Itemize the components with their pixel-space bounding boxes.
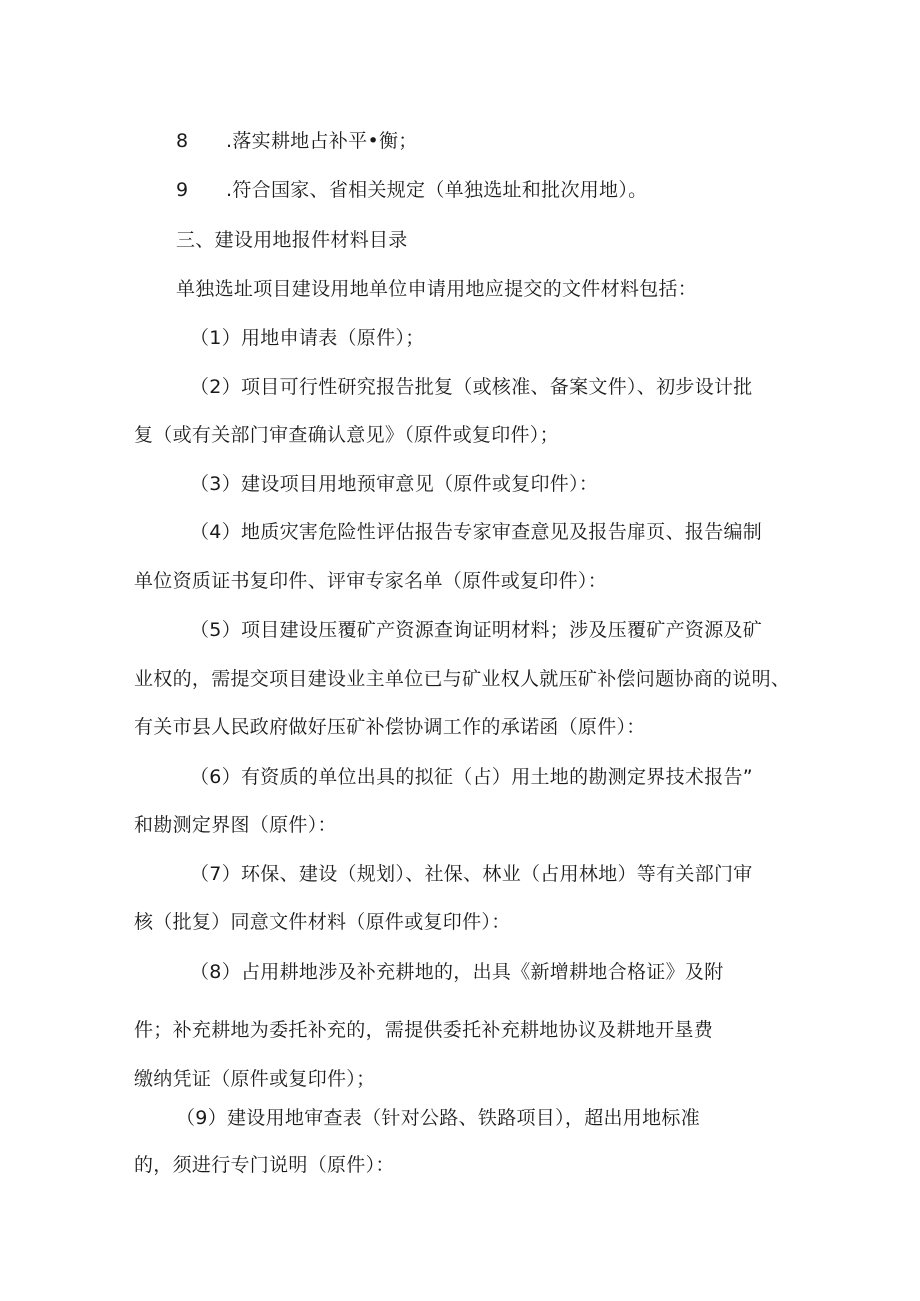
text-line: （3）建设项目用地预审意见（原件或复印件）： [190, 473, 599, 495]
text-line: 件；补充耕地为委托补充的，需提供委托补充耕地协议及耕地开垦费 [134, 1019, 714, 1041]
text-line: 的，须进行专门说明（原件）： [134, 1154, 395, 1176]
item-text: .落实耕地占补平•衡； [226, 130, 418, 152]
text-line: （4）地质灾害危险性评估报告专家审查意见及报告扉页、报告编制 [190, 521, 763, 543]
text-line: （2）项目可行性研究报告批复（或核准、备案文件）、初步设计批 [190, 376, 753, 398]
item-number: 9 [176, 179, 189, 201]
text-line: 单位资质证书复印件、评审专家名单（原件或复印件）： [134, 570, 608, 592]
text-line: （1）用地申请表（原件）； [190, 327, 425, 349]
text-line: 核（批复）同意文件材料（原件或复印件）： [134, 911, 511, 933]
text-line: （5）项目建设压覆矿产资源查询证明材料；涉及压覆矿产资源及矿 [190, 619, 763, 641]
item-number: 8 [176, 130, 189, 152]
text-line: 业权的，需提交项目建设业主单位已与矿业权人就压矿补偿问题协商的说明、 [134, 668, 791, 690]
list-item-9 [176, 177, 647, 203]
text-line: （9）建设用地审查表（针对公路、铁路项目），超出用地标准 [176, 1107, 700, 1129]
section-heading: 三、建设用地报件材料目录 [176, 229, 408, 251]
text-line: （8）占用耕地涉及补充耕地的，出具《新增耕地合格证》及附 [190, 961, 724, 983]
text-line: （7）环保、建设（规划）、社保、林业（占用林地）等有关部门审 [190, 863, 753, 885]
item-text: .符合国家、省相关规定（单独选址和批次用地）。 [226, 179, 648, 201]
text-line: 缴纳凭证（原件或复印件）； [134, 1068, 376, 1090]
list-item-8 [176, 128, 418, 154]
text-line: （6）有资质的单位出具的拟征（占）用土地的勘测定界技术报告” [190, 766, 753, 788]
text-line: 和勘测定界图（原件）： [134, 814, 337, 836]
intro-paragraph: 单独选址项目建设用地单位申请用地应提交的文件材料包括： [176, 278, 698, 300]
text-line: 有关市县人民政府做好压矿补偿协调工作的承诺函（原件）： [134, 716, 646, 738]
text-line: 复（或有关部门审查确认意见》（原件或复印件）； [134, 424, 559, 446]
